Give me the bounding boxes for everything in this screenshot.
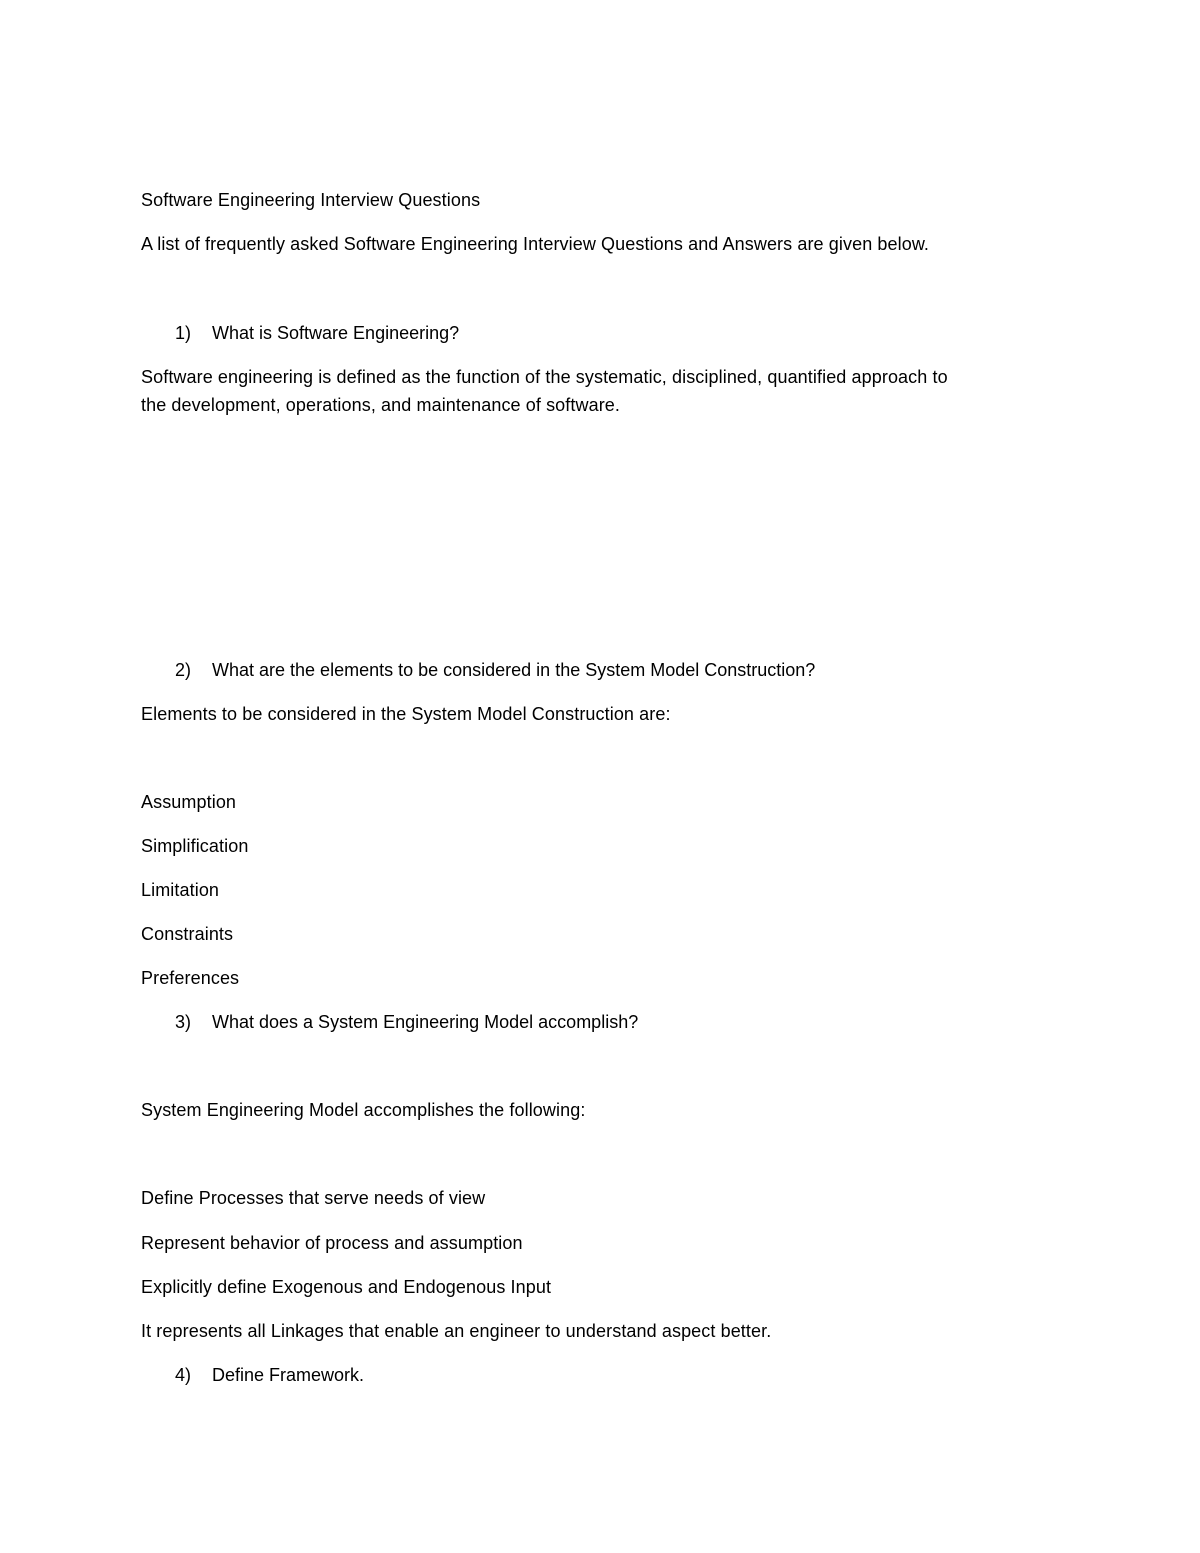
- question-text: What are the elements to be considered in the System Model Construction?: [212, 660, 816, 680]
- list-item: Assumption: [141, 792, 237, 812]
- answer-1-line-2: the development, operations, and maintenance of software.: [141, 395, 620, 415]
- list-item: Limitation: [141, 880, 220, 900]
- question-number: 1): [175, 323, 192, 343]
- list-item: Preferences: [141, 968, 240, 988]
- question-number: 4): [175, 1365, 192, 1385]
- document-title: Software Engineering Interview Questions: [141, 190, 481, 210]
- list-item: Constraints: [141, 924, 234, 944]
- list-item: It represents all Linkages that enable an engineer to understand aspect better.: [141, 1321, 772, 1341]
- question-text: What is Software Engineering?: [212, 323, 460, 343]
- answer-1-line-1: Software engineering is defined as the function of the systematic, disciplined, quantified approach to: [141, 367, 948, 387]
- question-number: 3): [175, 1012, 192, 1032]
- answer-2-intro: Elements to be considered in the System Model Construction are:: [141, 704, 671, 724]
- list-item: Represent behavior of process and assumption: [141, 1233, 523, 1253]
- list-item: Define Processes that serve needs of view: [141, 1188, 486, 1208]
- question-text: What does a System Engineering Model accomplish?: [212, 1012, 639, 1032]
- list-item: Explicitly define Exogenous and Endogenous Input: [141, 1277, 552, 1297]
- question-text: Define Framework.: [212, 1365, 365, 1385]
- answer-3-intro: System Engineering Model accomplishes the following:: [141, 1100, 586, 1120]
- list-item: Simplification: [141, 836, 249, 856]
- intro-paragraph: A list of frequently asked Software Engineering Interview Questions and Answers are given below.: [141, 234, 930, 254]
- question-number: 2): [175, 660, 192, 680]
